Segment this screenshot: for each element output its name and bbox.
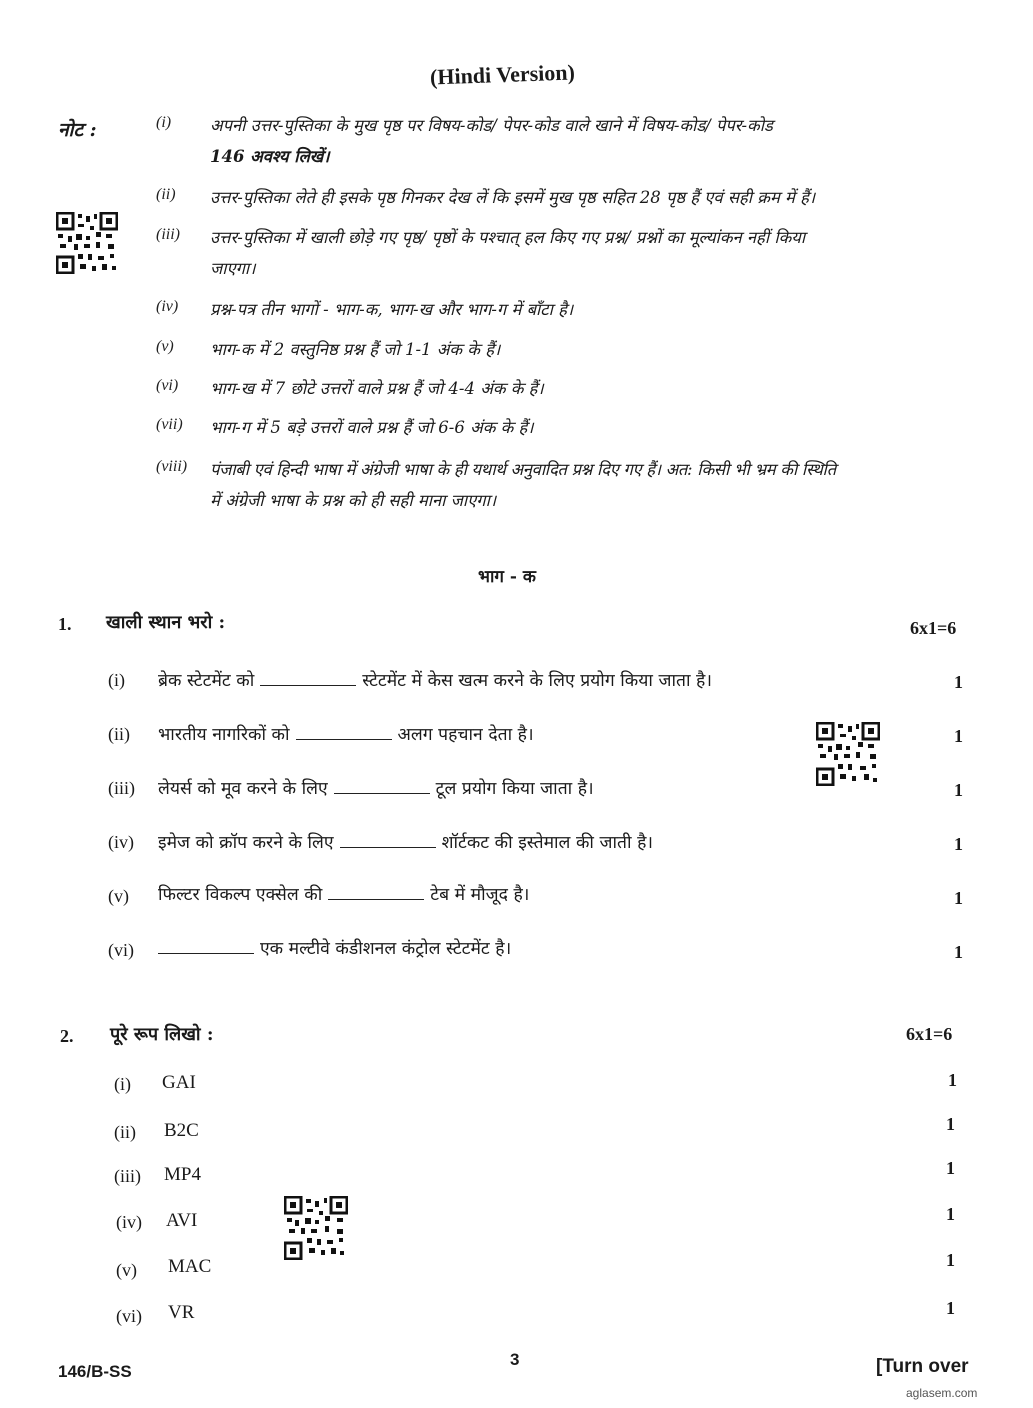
note-item-num: (ii) bbox=[156, 186, 176, 203]
note-item-line: भाग-ख में 7 छोटे उत्तरों वाले प्रश्न हैं जो 4-4 अंक के हैं। bbox=[210, 379, 544, 398]
item-mark: 1 bbox=[954, 942, 963, 962]
answer-blank bbox=[334, 781, 430, 794]
note-item-num: (v) bbox=[156, 338, 174, 355]
fill-blank-item bbox=[158, 882, 529, 906]
item-mark: 1 bbox=[946, 1158, 955, 1178]
abbreviation: MAC bbox=[168, 1256, 212, 1277]
note-item-line: पंजाबी एवं हिन्दी भाषा में अंग्रेजी भाषा के ही यथार्थ अनुवादित प्रश्न दिए गए हैं। अत: किसी भी भ्रम की स्थिति bbox=[210, 460, 836, 479]
fill-blank-item bbox=[158, 936, 511, 960]
sub-item-num: (v) bbox=[116, 1260, 137, 1280]
sub-item-num: (v) bbox=[108, 886, 129, 906]
question-number: 2. bbox=[60, 1026, 74, 1046]
abbreviation: MP4 bbox=[164, 1164, 201, 1185]
sub-item-text: टेब में मौजूद है। bbox=[430, 885, 530, 905]
qr-code-icon bbox=[816, 722, 880, 786]
sub-item-text: स्टेटमेंट में केस खत्म करने के लिए प्रयोग किया जाता है। bbox=[362, 671, 712, 691]
abbreviation: VR bbox=[168, 1302, 195, 1323]
item-mark: 1 bbox=[954, 780, 963, 800]
item-mark: 1 bbox=[954, 672, 963, 692]
page-title: (Hindi Version) bbox=[429, 59, 576, 90]
sub-item-num: (iii) bbox=[108, 778, 135, 798]
note-item-num: (i) bbox=[156, 114, 172, 131]
fill-blank-item bbox=[158, 722, 534, 746]
fill-blank-item bbox=[158, 668, 712, 692]
sub-item-text: एक मल्टीवे कंडीशनल कंट्रोल स्टेटमेंट है। bbox=[260, 939, 512, 959]
page-number: 3 bbox=[510, 1350, 520, 1369]
abbreviation: GAI bbox=[162, 1072, 196, 1093]
fill-blank-item bbox=[158, 776, 594, 800]
answer-blank bbox=[340, 835, 436, 848]
item-mark: 1 bbox=[954, 834, 963, 854]
answer-blank bbox=[158, 941, 254, 954]
note-item-num: (vi) bbox=[156, 377, 179, 394]
sub-item-num: (i) bbox=[114, 1074, 131, 1094]
item-mark: 1 bbox=[954, 726, 963, 746]
answer-blank bbox=[260, 673, 356, 686]
sub-item-text: लेयर्स को मूव करने के लिए bbox=[158, 779, 328, 799]
note-item-num: (iv) bbox=[156, 298, 179, 315]
note-item-line: उत्तर-पुस्तिका लेते ही इसके पृष्ठ गिनकर देख लें कि इसमें मुख पृष्ठ सहित 28 पृष्ठ हैं एवं सही क्रम में हैं। bbox=[210, 188, 816, 207]
item-mark: 1 bbox=[946, 1250, 955, 1270]
answer-blank bbox=[328, 887, 424, 900]
note-item-line: भाग-क में 2 वस्तुनिष्ठ प्रश्न हैं जो 1-1 अंक के हैं। bbox=[210, 340, 501, 359]
sub-item-num: (ii) bbox=[108, 724, 130, 744]
note-item-line: में अंग्रेजी भाषा के प्रश्न को ही सही माना जाएगा। bbox=[210, 491, 497, 510]
note-item-num: (vii) bbox=[156, 416, 183, 433]
note-item-line: भाग-ग में 5 बड़े उत्तरों वाले प्रश्न हैं जो 6-6 अंक के हैं। bbox=[210, 418, 534, 437]
fill-blank-item bbox=[158, 830, 653, 854]
sub-item-num: (iii) bbox=[114, 1166, 141, 1186]
sub-item-num: (iv) bbox=[108, 832, 134, 852]
item-mark: 1 bbox=[948, 1070, 957, 1090]
sub-item-num: (ii) bbox=[114, 1122, 136, 1142]
sub-item-text: इमेज को क्रॉप करने के लिए bbox=[158, 833, 334, 853]
item-mark: 1 bbox=[946, 1204, 955, 1224]
question-marks: 6x1=6 bbox=[910, 618, 957, 638]
sub-item-text: अलग पहचान देता है। bbox=[397, 725, 534, 745]
qr-code-icon bbox=[56, 212, 118, 274]
paper-code: 146/B-SS bbox=[58, 1362, 132, 1381]
question-title: खाली स्थान भरो : bbox=[106, 612, 226, 633]
sub-item-num: (vi) bbox=[108, 940, 134, 960]
note-item-num: (iii) bbox=[156, 226, 180, 243]
note-label: नोट : bbox=[58, 119, 97, 141]
question-title: पूरे रूप लिखो : bbox=[110, 1024, 214, 1045]
sub-item-num: (iv) bbox=[116, 1212, 142, 1232]
note-item-line: अपनी उत्तर-पुस्तिका के मुख पृष्ठ पर विषय-कोड/ पेपर-कोड वाले खाने में विषय-कोड/ पेपर-कोड bbox=[210, 116, 773, 135]
item-mark: 1 bbox=[946, 1298, 955, 1318]
note-item-line: 146 अवश्य लिखें। bbox=[210, 147, 330, 166]
sub-item-text: ब्रेक स्टेटमेंट को bbox=[158, 671, 255, 691]
note-item-num: (viii) bbox=[156, 458, 188, 475]
sub-item-text: फिल्टर विकल्प एक्सेल की bbox=[158, 885, 323, 905]
section-heading: भाग - क bbox=[478, 567, 536, 587]
sub-item-text: शॉर्टकट की इस्तेमाल की जाती है। bbox=[441, 833, 654, 853]
note-item-line: उत्तर-पुस्तिका में खाली छोड़े गए पृष्ठ/ पृष्ठों के पश्चात् हल किए गए प्रश्न/ प्रश्नों का मूल्यांकन नहीं किया bbox=[210, 228, 806, 247]
question-marks: 6x1=6 bbox=[906, 1024, 953, 1044]
turn-over-label: [Turn over bbox=[876, 1356, 969, 1377]
note-item-line: प्रश्न-पत्र तीन भागों - भाग-क, भाग-ख और भाग-ग में बाँटा है। bbox=[210, 300, 574, 319]
sub-item-text: भारतीय नागरिकों को bbox=[158, 725, 290, 745]
abbreviation: AVI bbox=[166, 1210, 198, 1231]
note-item-line: जाएगा। bbox=[210, 259, 256, 278]
sub-item-num: (vi) bbox=[116, 1306, 142, 1326]
item-mark: 1 bbox=[946, 1114, 955, 1134]
sub-item-text: टूल प्रयोग किया जाता है। bbox=[435, 779, 594, 799]
answer-blank bbox=[296, 727, 392, 740]
question-number: 1. bbox=[58, 614, 72, 634]
qr-code-icon bbox=[284, 1196, 348, 1260]
watermark: aglasem.com bbox=[906, 1386, 978, 1400]
abbreviation: B2C bbox=[164, 1120, 199, 1141]
sub-item-num: (i) bbox=[108, 670, 125, 690]
item-mark: 1 bbox=[954, 888, 963, 908]
